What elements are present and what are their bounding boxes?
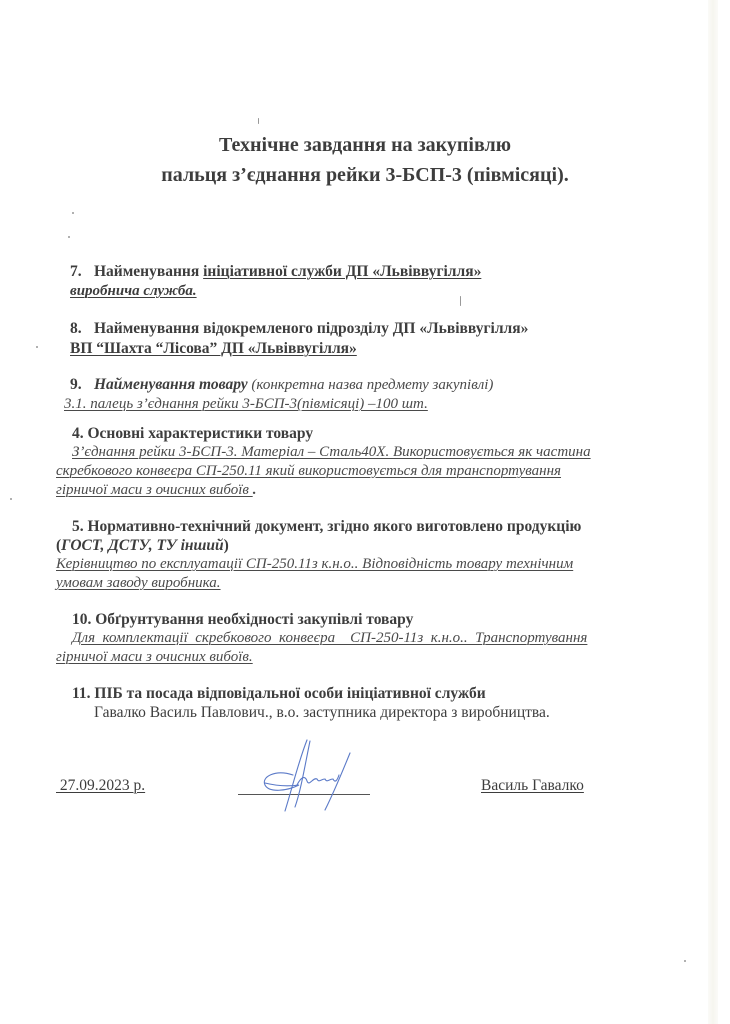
section-5-subheading-italic: ГОСТ, ДСТУ, ТУ інший xyxy=(61,537,224,554)
section-5-line-1: Керівництво по експлуатації СП-250.11з к.н.о.. Відповідність товару технічним xyxy=(56,556,574,572)
section-9-value: 3.1. палець з’єднання рейки 3-БСП-3(півмісяці) –100 шт. xyxy=(64,396,428,412)
section-8-number: 8. xyxy=(70,320,82,337)
section-9-heading xyxy=(70,376,493,394)
scan-speck xyxy=(258,118,259,124)
section-5-heading: 5. Нормативно-технічний документ, згідно якого виготовлено продукцію xyxy=(72,518,582,535)
section-10-line-2: гірничої маси з очисних вибоїв. xyxy=(56,649,253,665)
scan-speck xyxy=(684,960,686,962)
document-date: 27.09.2023 р. xyxy=(56,777,146,794)
section-5-paren-open: ( xyxy=(56,537,62,554)
document-title-line-1: Технічне завдання на закупівлю xyxy=(218,134,512,156)
section-7-value: виробнича служба. xyxy=(70,283,197,299)
section-4-heading: 4. Основні характеристики товару xyxy=(72,425,314,442)
section-8-value: ВП “Шахта “Лісова” ДП «Львіввугілля» xyxy=(70,340,357,357)
section-9-number: 9. xyxy=(70,376,82,393)
section-10-line-1: Для комплектації скребкового конвеєра СП-250-11з к.н.о.. Транспортування xyxy=(72,630,588,646)
section-5-paren-close: ) xyxy=(223,537,229,554)
section-4-line-3 xyxy=(56,482,256,499)
section-8-label: Найменування відокремленого підрозділу ДП «Львіввугілля» xyxy=(94,320,529,337)
signer-name: Василь Гавалко xyxy=(481,777,584,794)
scan-speck xyxy=(68,236,70,238)
scan-speck xyxy=(36,346,38,348)
section-7-label: Найменування xyxy=(94,263,204,280)
section-9-label-note: (конкретна назва предмету закупівлі) xyxy=(247,377,494,393)
scan-speck xyxy=(460,296,461,306)
section-7-label-underlined: ініціативної служби ДП «Львіввугілля» xyxy=(203,263,482,280)
section-11-heading: 11. ПІБ та посада відповідальної особи ініціативної служби xyxy=(72,685,486,702)
section-7-number: 7. xyxy=(70,263,82,280)
section-11-value: Гавалко Василь Павлович., в.о. заступника директора з виробництва. xyxy=(94,704,550,721)
document-title-line-2: пальця з’єднання рейки 3-БСП-3 (півмісяці). xyxy=(161,164,569,186)
scan-speck xyxy=(10,498,12,500)
section-7-heading xyxy=(70,263,481,281)
section-4-line-3-text: гірничої маси з очисних вибоїв xyxy=(56,482,253,498)
handwritten-signature-icon xyxy=(255,735,365,815)
section-8-heading xyxy=(70,320,528,338)
section-5-subheading xyxy=(56,537,229,555)
section-5-line-2: умовам заводу виробника. xyxy=(56,575,221,591)
section-4-line-2: скребкового конвеєра СП-250.11 який використовується для транспортування xyxy=(56,463,562,479)
scan-speck xyxy=(72,212,74,214)
section-4-line-1: З’єднання рейки 3-БСП-3. Матеріал – Сталь40Х. Використовується як частина xyxy=(72,444,591,460)
section-9-label: Найменування товару xyxy=(94,376,248,393)
section-4-trailing: . xyxy=(252,482,257,498)
section-10-heading: 10. Обґрунтування необхідності закупівлі товару xyxy=(72,611,414,628)
